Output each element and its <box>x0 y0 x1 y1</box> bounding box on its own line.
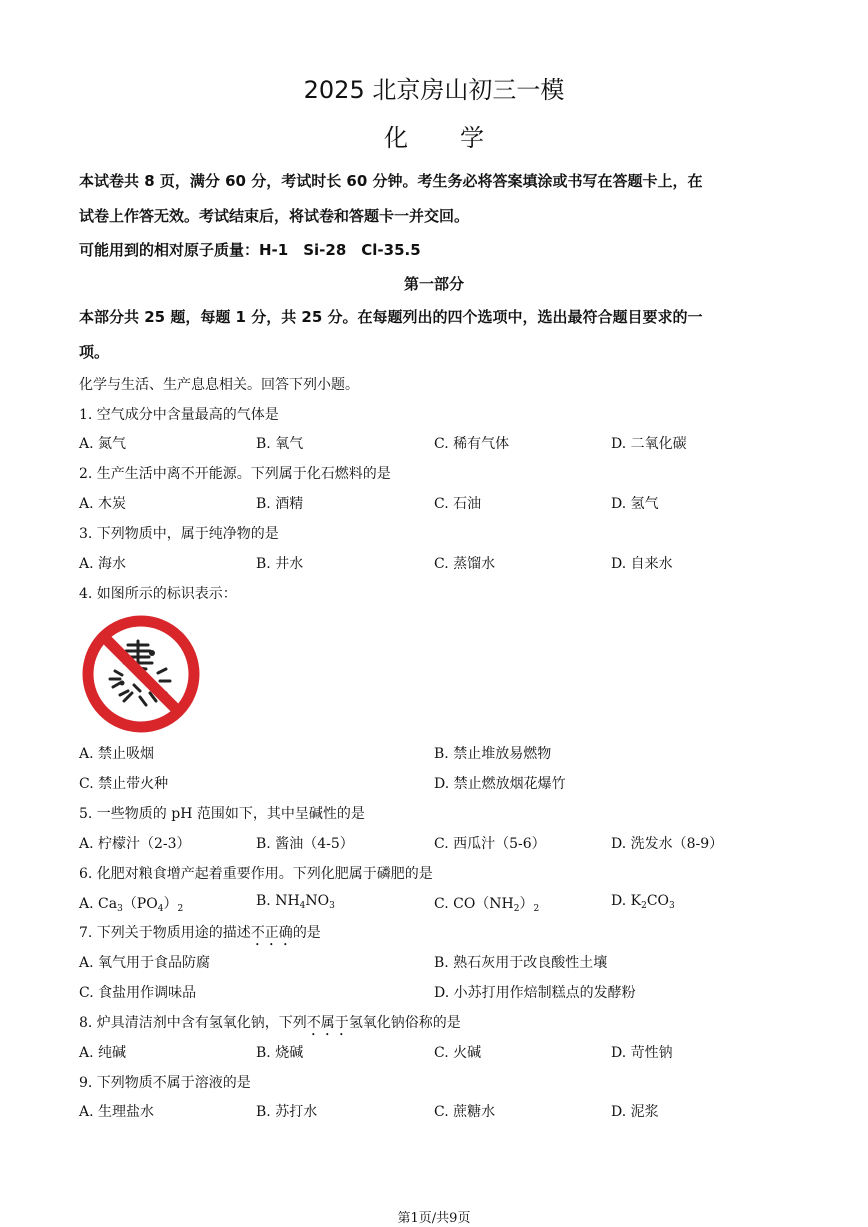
option-c: C. 蔗糖水 <box>434 1104 496 1120</box>
option-a: A. 氧气用于食品防腐 <box>79 955 211 971</box>
option-c: C. 食盐用作调味品 <box>79 985 197 1001</box>
option-d: D. 小苏打用作焙制糕点的发酵粉 <box>434 985 636 1001</box>
option-c: C. $CO(NH_2)_2$ <box>434 896 540 914</box>
instructions-line-2: 试卷上作答无效。考试结束后，将试卷和答题卡一并交回。 <box>79 207 470 225</box>
option-a: A. 柠檬汁（2-3） <box>79 836 191 852</box>
option-c: C. 稀有气体 <box>434 436 510 452</box>
option-b: B. $NH_4NO_3$ <box>256 893 335 911</box>
option-b: B. 熟石灰用于改良酸性土壤 <box>434 955 608 971</box>
option-b: B. 酱油（4-5） <box>256 836 354 852</box>
option-a: A. 木炭 <box>79 496 127 512</box>
option-d: D. 泥浆 <box>611 1104 659 1120</box>
option-a: A. 纯碱 <box>79 1045 127 1061</box>
option-d: D. 洗发水（8-9） <box>611 836 724 852</box>
subject-title: 化 学 <box>384 124 484 152</box>
question-stem: 9. 下列物质不属于溶液的是 <box>79 1075 251 1091</box>
question-stem: 3. 下列物质中，属于纯净物的是 <box>79 526 279 542</box>
option-c: C. 石油 <box>434 496 482 512</box>
part-intro: 化学与生活、生产息息相关。回答下列小题。 <box>79 377 359 393</box>
part-heading: 第一部分 <box>403 275 464 293</box>
option-c: C. 蒸馏水 <box>434 556 496 572</box>
option-d: D. $K_2CO_3$ <box>611 893 675 911</box>
question-stem: 2. 生产生活中离不开能源。下列属于化石燃料的是 <box>79 466 391 482</box>
question-stem: 5. 一些物质的 pH 范围如下，其中呈碱性的是 <box>79 806 365 822</box>
option-a: A. 生理盐水 <box>79 1104 155 1120</box>
question-stem: 7. 下列关于物质用途的描述不正确的是 <box>79 925 321 941</box>
option-d: D. 禁止燃放烟花爆竹 <box>434 776 566 792</box>
option-d: D. 自来水 <box>611 556 673 572</box>
atomic-mass-line: 可能用到的相对原子质量：H-1 Si-28 Cl-35.5 <box>79 241 421 259</box>
part-desc-line-1: 本部分共 25 题，每题 1 分，共 25 分。在每题列出的四个选项中，选出最符合题目要求的一 <box>79 308 703 326</box>
option-b: B. 井水 <box>256 556 304 572</box>
question-stem: 6. 化肥对粮食增产起着重要作用。下列化肥属于磷肥的是 <box>79 866 433 882</box>
option-a: A. $Ca_3(PO_4)_2$ <box>79 896 184 914</box>
question-stem: 1. 空气成分中含量最高的气体是 <box>79 407 279 423</box>
instructions-line-1: 本试卷共 8 页，满分 60 分，考试时长 60 分钟。考生务必将答案填涂或书写在答题卡上，在 <box>79 172 703 190</box>
option-b: B. 苏打水 <box>256 1104 318 1120</box>
option-b: B. 烧碱 <box>256 1045 304 1061</box>
option-d: D. 二氧化碳 <box>611 436 687 452</box>
question-stem: 8. 炉具清洁剂中含有氢氧化钠，下列不属于氢氧化钠俗称的是 <box>79 1015 461 1031</box>
question-stem: 4. 如图所示的标识表示： <box>79 586 237 602</box>
option-c: C. 禁止带火种 <box>79 776 169 792</box>
option-a: A. 氮气 <box>79 436 127 452</box>
option-b: B. 氧气 <box>256 436 304 452</box>
option-c: C. 火碱 <box>434 1045 482 1061</box>
option-b: B. 酒精 <box>256 496 304 512</box>
option-d: D. 苛性钠 <box>611 1045 673 1061</box>
option-b: B. 禁止堆放易燃物 <box>434 746 552 762</box>
page-title: 2025 北京房山初三一模 <box>303 76 565 104</box>
no-fireworks-sign-icon <box>80 613 202 735</box>
option-a: A. 海水 <box>79 556 127 572</box>
option-c: C. 西瓜汁（5-6） <box>434 836 546 852</box>
option-d: D. 氢气 <box>611 496 659 512</box>
part-desc-line-2: 项。 <box>79 343 110 361</box>
option-a: A. 禁止吸烟 <box>79 746 155 762</box>
page-footer: 第1页/共9页 <box>397 1211 471 1226</box>
